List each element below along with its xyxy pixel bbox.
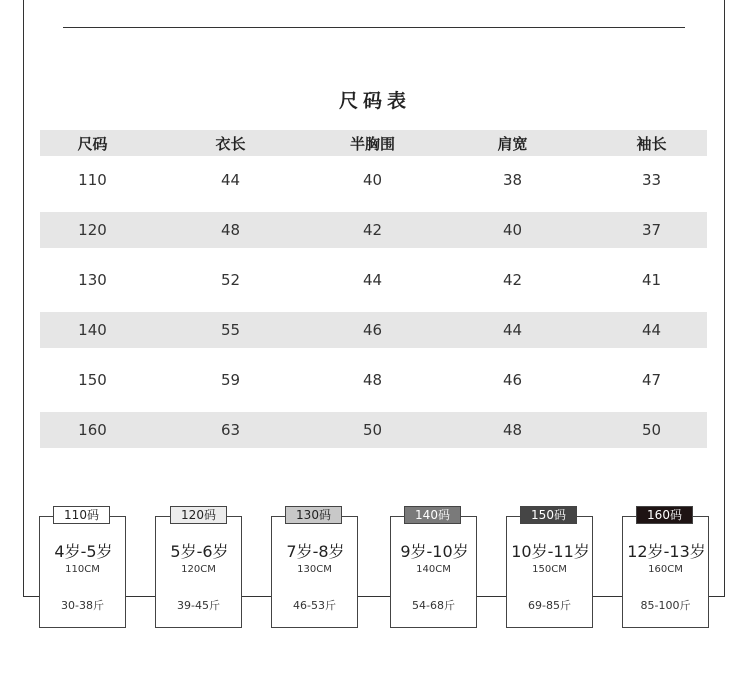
frame-bottom-border [23, 596, 725, 597]
cell-half-chest: 44 [362, 271, 383, 289]
size-card [390, 516, 477, 628]
size-card [271, 516, 358, 628]
size-tag: 140码 [404, 506, 461, 524]
size-tag: 110码 [53, 506, 110, 524]
cell-shoulder: 46 [502, 371, 523, 389]
card-weight: 85-100斤 [640, 599, 691, 612]
cell-size: 120 [78, 221, 107, 239]
header-size: 尺码 [77, 134, 108, 153]
card-weight: 39-45斤 [177, 599, 220, 612]
card-age: 5岁-6岁 [170, 542, 229, 561]
cell-shoulder: 38 [502, 171, 523, 189]
table-row [40, 312, 707, 348]
cell-sleeve: 47 [641, 371, 662, 389]
table-row [40, 212, 707, 248]
size-tag: 120码 [170, 506, 227, 524]
header-half-chest: 半胸围 [349, 134, 395, 153]
cell-sleeve: 44 [641, 321, 662, 339]
size-card [155, 516, 242, 628]
cell-sleeve: 50 [641, 421, 662, 439]
cell-length: 52 [220, 271, 241, 289]
table-row [40, 162, 707, 198]
cell-length: 48 [220, 221, 241, 239]
size-card [39, 516, 126, 628]
cell-length: 44 [220, 171, 241, 189]
cell-shoulder: 40 [502, 221, 523, 239]
size-tag: 160码 [636, 506, 693, 524]
cell-size: 150 [78, 371, 107, 389]
cell-shoulder: 42 [502, 271, 523, 289]
table-row [40, 362, 707, 398]
cell-half-chest: 42 [362, 221, 383, 239]
card-age: 12岁-13岁 [627, 542, 706, 561]
cell-shoulder: 48 [502, 421, 523, 439]
size-tag: 150码 [520, 506, 577, 524]
cell-sleeve: 41 [641, 271, 662, 289]
card-age: 4岁-5岁 [54, 542, 113, 561]
cell-sleeve: 37 [641, 221, 662, 239]
card-age: 10岁-11岁 [511, 542, 590, 561]
card-height: 130CM [297, 564, 332, 575]
table-header-row [40, 130, 707, 156]
table-row [40, 412, 707, 448]
cell-half-chest: 48 [362, 371, 383, 389]
card-height: 150CM [532, 564, 567, 575]
cell-shoulder: 44 [502, 321, 523, 339]
cell-half-chest: 50 [362, 421, 383, 439]
cell-sleeve: 33 [641, 171, 662, 189]
size-tag: 130码 [285, 506, 342, 524]
card-weight: 46-53斤 [293, 599, 336, 612]
top-divider [63, 27, 685, 28]
card-height: 140CM [416, 564, 451, 575]
cell-half-chest: 40 [362, 171, 383, 189]
card-age: 7岁-8岁 [286, 542, 345, 561]
cell-half-chest: 46 [362, 321, 383, 339]
card-height: 160CM [648, 564, 683, 575]
page-title: 尺码表 [338, 90, 411, 112]
header-length: 衣长 [215, 134, 246, 153]
header-shoulder: 肩宽 [497, 134, 528, 153]
cell-size: 110 [78, 171, 107, 189]
card-age: 9岁-10岁 [400, 542, 469, 561]
size-card [622, 516, 709, 628]
size-table [40, 130, 707, 439]
card-weight: 54-68斤 [412, 599, 455, 612]
card-weight: 69-85斤 [528, 599, 571, 612]
cell-size: 140 [78, 321, 107, 339]
cell-length: 63 [220, 421, 241, 439]
table-row [40, 262, 707, 298]
card-weight: 30-38斤 [61, 599, 104, 612]
header-sleeve: 袖长 [636, 134, 667, 153]
size-card [506, 516, 593, 628]
card-height: 110CM [65, 564, 100, 575]
cell-length: 55 [220, 321, 241, 339]
cell-length: 59 [220, 371, 241, 389]
cell-size: 160 [78, 421, 107, 439]
card-height: 120CM [181, 564, 216, 575]
cell-size: 130 [78, 271, 107, 289]
